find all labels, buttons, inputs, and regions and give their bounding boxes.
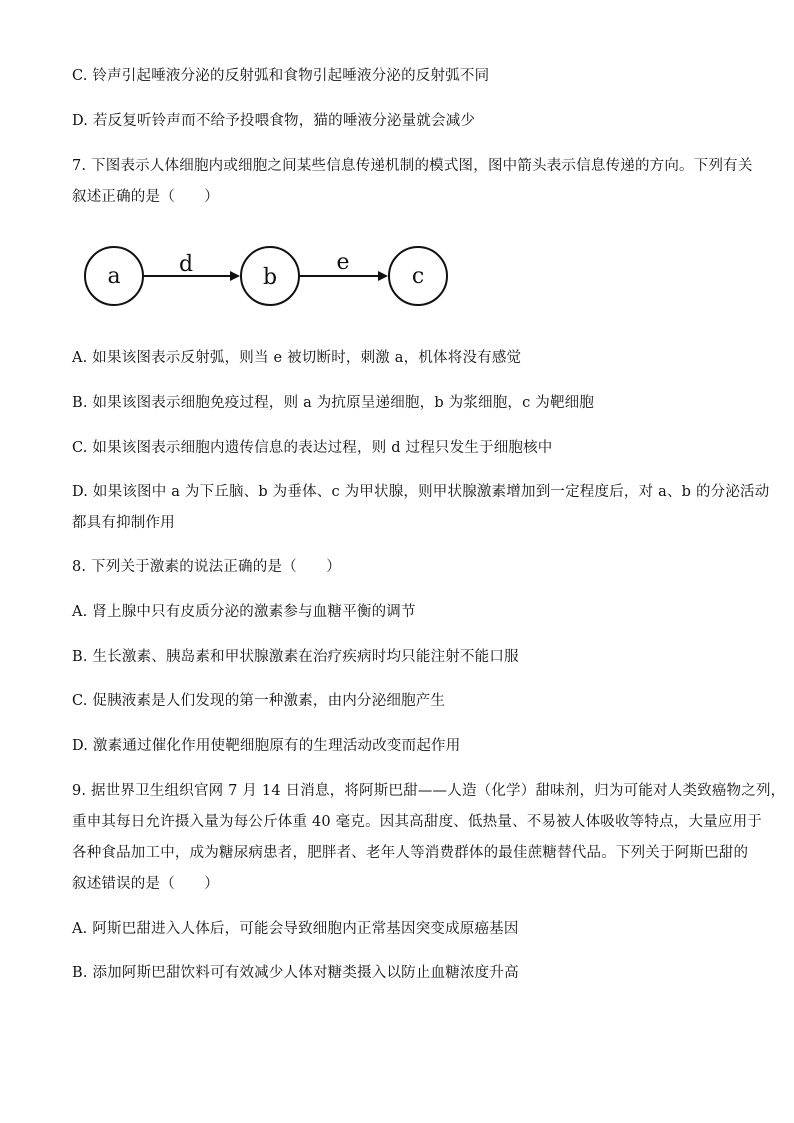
question-9-line-1: 9. 据世界卫生组织官网 7 月 14 日消息，将阿斯巴甜——人造（化学）甜味剂，归为可能对人类致癌物之列， <box>72 783 786 799</box>
question-9-line-2: 重申其每日允许摄入量为每公斤体重 40 毫克。因其高甜度、低热量、不易被人体吸收等特点，大量应用于 <box>72 814 762 830</box>
option-8c: C. 促胰液素是人们发现的第一种激素，由内分泌细胞产生 <box>72 693 446 709</box>
option-9a: A. 阿斯巴甜进入人体后，可能会导致细胞内正常基因突变成原癌基因 <box>72 921 519 937</box>
question-9-line-3: 各种食品加工中，成为糖尿病患者，肥胖者、老年人等消费群体的最佳蔗糖替代品。下列关于阿斯巴甜的 <box>72 845 749 861</box>
option-7d-line-2: 都具有抑制作用 <box>72 515 175 531</box>
option-7d-line-1: D. 如果该图中 a 为下丘脑、b 为垂体、c 为甲状腺，则甲状腺激素增加到一定程度后，对 a、b 的分泌活动 <box>72 484 770 500</box>
edge-e-label: e <box>336 250 350 275</box>
question-9-line-4: 叙述错误的是（ ） <box>72 876 219 892</box>
option-8a: A. 肾上腺中只有皮质分泌的激素参与血糖平衡的调节 <box>72 604 416 620</box>
option-6c: C. 铃声引起唾液分泌的反射弧和食物引起唾液分泌的反射弧不同 <box>72 68 490 84</box>
question-8: 8. 下列关于激素的说法正确的是（ ） <box>72 559 341 575</box>
question-7-line-1: 7. 下图表示人体细胞内或细胞之间某些信息传递机制的模式图，图中箭头表示信息传递的方向。下列有关 <box>72 158 753 174</box>
option-8b: B. 生长激素、胰岛素和甲状腺激素在治疗疾病时均只能注射不能口服 <box>72 649 519 665</box>
option-7b: B. 如果该图表示细胞免疫过程，则 a 为抗原呈递细胞，b 为浆细胞，c 为靶细胞 <box>72 395 595 411</box>
option-8d: D. 激素通过催化作用使靶细胞原有的生理活动改变而起作用 <box>72 738 461 754</box>
option-7a: A. 如果该图表示反射弧，则当 e 被切断时，刺激 a，机体将没有感觉 <box>72 350 522 366</box>
option-9b: B. 添加阿斯巴甜饮料可有效减少人体对糖类摄入以防止血糖浓度升高 <box>72 965 519 981</box>
node-c-label: c <box>411 264 425 289</box>
signal-transmission-diagram <box>80 240 460 320</box>
node-a-label: a <box>107 264 121 289</box>
edge-d-label: d <box>178 252 194 277</box>
node-b-label: b <box>262 265 278 290</box>
arrowhead-e <box>378 271 388 281</box>
question-7-line-2: 叙述正确的是（ ） <box>72 189 219 205</box>
option-7c: C. 如果该图表示细胞内遗传信息的表达过程，则 d 过程只发生于细胞核中 <box>72 440 553 456</box>
option-6d: D. 若反复听铃声而不给予投喂食物，猫的唾液分泌量就会减少 <box>72 113 476 129</box>
arrowhead-d <box>230 271 240 281</box>
